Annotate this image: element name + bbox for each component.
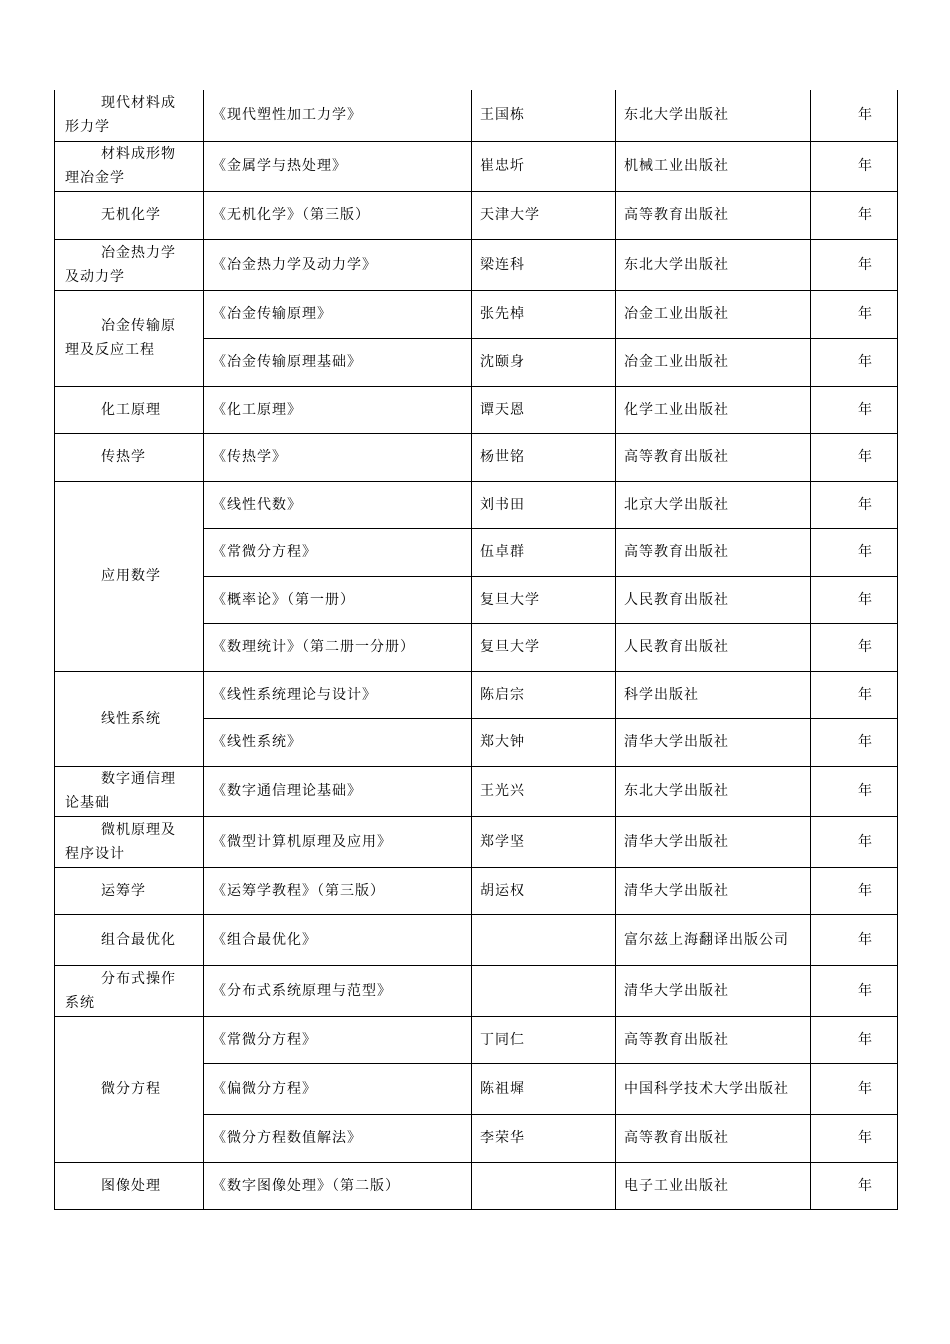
course-name-cell <box>55 766 204 816</box>
course-name: 线性系统 <box>101 710 161 727</box>
table-row <box>55 90 898 141</box>
publisher-cell: 高等教育出版社 <box>616 191 811 239</box>
course-name-cell <box>55 965 204 1016</box>
course-name-cell <box>55 1162 204 1209</box>
author-cell: 丁同仁 <box>472 1016 616 1063</box>
author-cell: 张先棹 <box>472 290 616 338</box>
author-cell <box>472 1162 616 1209</box>
table-row <box>55 1016 898 1063</box>
year-cell: 年 <box>811 766 898 816</box>
table-row <box>55 141 898 191</box>
table-row <box>55 914 898 965</box>
table-row <box>55 290 898 338</box>
course-name: 现代材料成形力学 <box>65 95 176 136</box>
course-name: 分布式操作系统 <box>65 970 176 1011</box>
publisher-cell: 富尔兹上海翻译出版公司 <box>616 914 811 965</box>
publisher-cell: 人民教育出版社 <box>616 623 811 671</box>
course-name: 图像处理 <box>101 1177 161 1194</box>
table-row <box>55 433 898 481</box>
year-cell: 年 <box>811 867 898 914</box>
book-title-cell: 《微分方程数值解法》 <box>204 1114 472 1162</box>
year-cell: 年 <box>811 191 898 239</box>
publisher-cell: 清华大学出版社 <box>616 965 811 1016</box>
year-cell: 年 <box>811 1016 898 1063</box>
book-title-cell: 《线性代数》 <box>204 481 472 528</box>
publisher-cell: 化学工业出版社 <box>616 386 811 433</box>
year-cell: 年 <box>811 1063 898 1114</box>
publisher-cell: 高等教育出版社 <box>616 1114 811 1162</box>
publisher-cell: 东北大学出版社 <box>616 239 811 290</box>
year-cell: 年 <box>811 141 898 191</box>
year-cell: 年 <box>811 386 898 433</box>
book-title-cell: 《冶金传输原理基础》 <box>204 338 472 386</box>
year-cell: 年 <box>811 90 898 141</box>
author-cell: 崔忠圻 <box>472 141 616 191</box>
author-cell: 郑大钟 <box>472 718 616 766</box>
author-cell: 胡运权 <box>472 867 616 914</box>
book-title-cell: 《传热学》 <box>204 433 472 481</box>
author-cell: 陈启宗 <box>472 671 616 718</box>
book-title-cell: 《偏微分方程》 <box>204 1063 472 1114</box>
book-title-cell: 《分布式系统原理与范型》 <box>204 965 472 1016</box>
course-name-cell <box>55 191 204 239</box>
year-cell: 年 <box>811 290 898 338</box>
year-cell: 年 <box>811 816 898 867</box>
course-name: 材料成形物理冶金学 <box>65 146 176 186</box>
author-cell: 刘书田 <box>472 481 616 528</box>
publisher-cell: 机械工业出版社 <box>616 141 811 191</box>
course-name-cell <box>55 671 204 766</box>
author-cell: 杨世铭 <box>472 433 616 481</box>
course-name-cell <box>55 867 204 914</box>
table-row <box>55 965 898 1016</box>
author-cell: 伍卓群 <box>472 528 616 576</box>
table-row <box>55 1162 898 1209</box>
publisher-cell: 电子工业出版社 <box>616 1162 811 1209</box>
table-row <box>55 386 898 433</box>
table-row <box>55 191 898 239</box>
publisher-cell: 人民教育出版社 <box>616 576 811 623</box>
book-title-cell: 《冶金传输原理》 <box>204 290 472 338</box>
author-cell: 复旦大学 <box>472 623 616 671</box>
course-name-cell <box>55 816 204 867</box>
publisher-cell: 东北大学出版社 <box>616 90 811 141</box>
year-cell: 年 <box>811 718 898 766</box>
author-cell: 郑学坚 <box>472 816 616 867</box>
book-title-cell: 《数字图像处理》（第二版） <box>204 1162 472 1209</box>
course-name-cell <box>55 914 204 965</box>
year-cell: 年 <box>811 239 898 290</box>
table-row <box>55 766 898 816</box>
course-name: 应用数学 <box>101 568 161 584</box>
course-name: 冶金热力学及动力学 <box>65 244 176 285</box>
author-cell: 复旦大学 <box>472 576 616 623</box>
course-name-cell <box>55 239 204 290</box>
author-cell: 李荣华 <box>472 1114 616 1162</box>
course-name: 数字通信理论基础 <box>65 771 176 811</box>
year-cell: 年 <box>811 576 898 623</box>
author-cell: 沈颐身 <box>472 338 616 386</box>
course-name-cell <box>55 481 204 671</box>
book-title-cell: 《运筹学教程》（第三版） <box>204 867 472 914</box>
author-cell: 陈祖墀 <box>472 1063 616 1114</box>
course-name: 组合最优化 <box>101 931 176 948</box>
course-name-cell <box>55 1016 204 1162</box>
author-cell: 谭天恩 <box>472 386 616 433</box>
year-cell: 年 <box>811 528 898 576</box>
year-cell: 年 <box>811 671 898 718</box>
year-cell: 年 <box>811 433 898 481</box>
table-row <box>55 671 898 718</box>
book-title-cell: 《冶金热力学及动力学》 <box>204 239 472 290</box>
publisher-cell: 冶金工业出版社 <box>616 290 811 338</box>
course-name-cell <box>55 433 204 481</box>
course-name-cell <box>55 90 204 141</box>
year-cell: 年 <box>811 1114 898 1162</box>
author-cell: 梁连科 <box>472 239 616 290</box>
table-row <box>55 481 898 528</box>
course-name: 微机原理及程序设计 <box>65 821 176 862</box>
course-name: 微分方程 <box>101 1081 161 1097</box>
book-title-cell: 《无机化学》（第三版） <box>204 191 472 239</box>
year-cell: 年 <box>811 481 898 528</box>
book-title-cell: 《概率论》（第一册） <box>204 576 472 623</box>
author-cell <box>472 965 616 1016</box>
book-title-cell: 《线性系统》 <box>204 718 472 766</box>
book-title-cell: 《数理统计》（第二册一分册） <box>204 623 472 671</box>
course-name-cell <box>55 386 204 433</box>
publisher-cell: 清华大学出版社 <box>616 867 811 914</box>
publisher-cell: 东北大学出版社 <box>616 766 811 816</box>
publisher-cell: 清华大学出版社 <box>616 816 811 867</box>
year-cell: 年 <box>811 965 898 1016</box>
course-name-cell <box>55 290 204 386</box>
publisher-cell: 高等教育出版社 <box>616 528 811 576</box>
year-cell: 年 <box>811 1162 898 1209</box>
publisher-cell: 中国科学技术大学出版社 <box>616 1063 811 1114</box>
publisher-cell: 清华大学出版社 <box>616 718 811 766</box>
book-title-cell: 《现代塑性加工力学》 <box>204 90 472 141</box>
publisher-cell: 高等教育出版社 <box>616 433 811 481</box>
course-name: 运筹学 <box>101 882 146 899</box>
year-cell: 年 <box>811 338 898 386</box>
publisher-cell: 科学出版社 <box>616 671 811 718</box>
course-name: 传热学 <box>101 449 146 465</box>
author-cell: 王国栋 <box>472 90 616 141</box>
book-title-cell: 《常微分方程》 <box>204 528 472 576</box>
book-title-cell: 《金属学与热处理》 <box>204 141 472 191</box>
book-title-cell: 《微型计算机原理及应用》 <box>204 816 472 867</box>
publisher-cell: 高等教育出版社 <box>616 1016 811 1063</box>
table-row <box>55 867 898 914</box>
course-name: 冶金传输原理及反应工程 <box>65 318 176 358</box>
textbook-table <box>54 90 898 1210</box>
publisher-cell: 北京大学出版社 <box>616 481 811 528</box>
book-title-cell: 《数字通信理论基础》 <box>204 766 472 816</box>
book-title-cell: 《化工原理》 <box>204 386 472 433</box>
book-title-cell: 《常微分方程》 <box>204 1016 472 1063</box>
table-row <box>55 816 898 867</box>
year-cell: 年 <box>811 914 898 965</box>
author-cell <box>472 914 616 965</box>
course-name-cell <box>55 141 204 191</box>
author-cell: 天津大学 <box>472 191 616 239</box>
course-name: 化工原理 <box>101 401 161 418</box>
publisher-cell: 冶金工业出版社 <box>616 338 811 386</box>
year-cell: 年 <box>811 623 898 671</box>
table-row <box>55 239 898 290</box>
course-name: 无机化学 <box>101 207 161 223</box>
book-title-cell: 《线性系统理论与设计》 <box>204 671 472 718</box>
book-title-cell: 《组合最优化》 <box>204 914 472 965</box>
author-cell: 王光兴 <box>472 766 616 816</box>
